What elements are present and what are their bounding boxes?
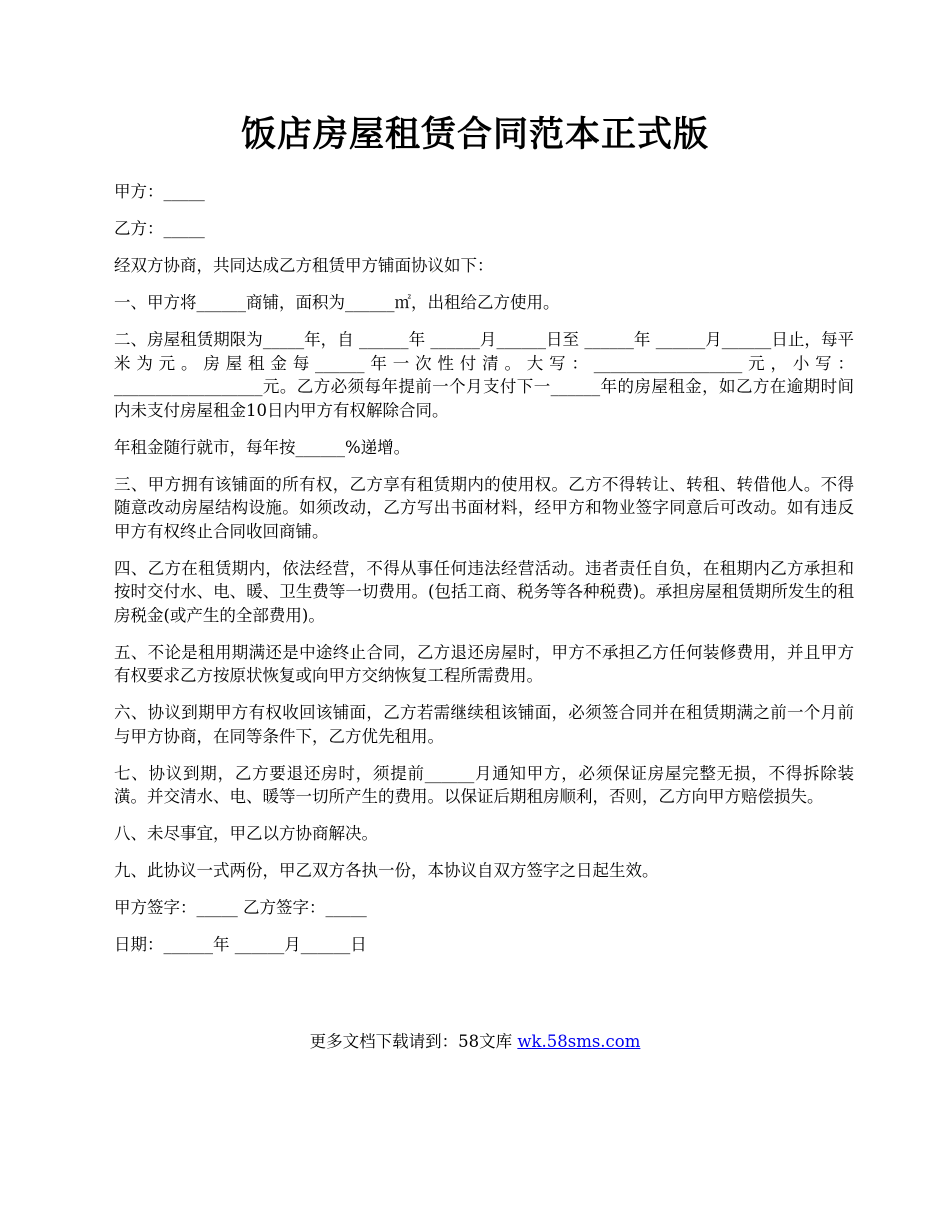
footer-text: 更多文档下载请到：58文库	[309, 1032, 518, 1051]
document-body	[114, 180, 854, 970]
document-title: 饭店房屋租赁合同范本正式版	[240, 114, 709, 155]
download-footer	[0, 1030, 950, 1054]
party-a-line: 甲方：_____	[114, 182, 205, 201]
signature-line: 甲方签字：_____ 乙方签字：_____	[114, 898, 367, 917]
clause-2: 二、房屋租赁期限为_____年，自 ______年 ______月______日至 ______年 ______月______日止，每平米为元。房屋租金每______年一次性付清。大写：__________________元，小写：__________________元。乙方必须每年提前一个月支付下一______年的房屋租金，如乙方在逾期时间内未支付房屋租金10日内甲方有权解除合同。	[114, 330, 854, 420]
clause-8: 八、未尽事宜，甲乙以方协商解决。	[114, 824, 378, 843]
date-line: 日期：______年 ______月______日	[114, 935, 367, 954]
clause-7: 七、协议到期，乙方要退还房时，须提前______月通知甲方，必须保证房屋完整无损，不得拆除装潢。并交清水、电、暖等一切所产生的费用。以保证后期租房顺利，否则，乙方向甲方赔偿损失。	[114, 763, 854, 806]
clause-4: 四、乙方在租赁期内，依法经营，不得从事任何违法经营活动。违者责任自负，在租期内乙方承担和按时交付水、电、暖、卫生费等一切费用。(包括工商、税务等各种税费)。承担房屋租赁期所发生的租房税金(或产生的全部费用)。	[114, 558, 854, 625]
clause-1: 一、甲方将______商铺，面积为______㎡，出租给乙方使用。	[114, 293, 560, 312]
intro-paragraph: 经双方协商，共同达成乙方租赁甲方铺面协议如下：	[114, 256, 494, 275]
clause-3: 三、甲方拥有该铺面的所有权，乙方享有租赁期内的使用权。乙方不得转让、转租、转借他人。不得随意改动房屋结构设施。如须改动，乙方写出书面材料，经甲方和物业签字同意后可改动。如有违反甲方有权终止合同收回商铺。	[114, 474, 854, 541]
rent-increase-paragraph: 年租金随行就市，每年按______%递增。	[114, 437, 411, 457]
clause-6: 六、协议到期甲方有权收回该铺面，乙方若需继续租该铺面，必须签合同并在租赁期满之前一个月前与甲方协商，在同等条件下，乙方优先租用。	[114, 703, 854, 746]
clause-5: 五、不论是租用期满还是中途终止合同，乙方退还房屋时，甲方不承担乙方任何装修费用，并且甲方有权要求乙方按原状恢复或向甲方交纳恢复工程所需费用。	[114, 642, 854, 685]
party-b-line: 乙方：_____	[114, 219, 205, 238]
footer-link[interactable]: wk.58sms.com	[517, 1032, 641, 1051]
clause-9: 九、此协议一式两份，甲乙双方各执一份，本协议自双方签字之日起生效。	[114, 861, 659, 880]
